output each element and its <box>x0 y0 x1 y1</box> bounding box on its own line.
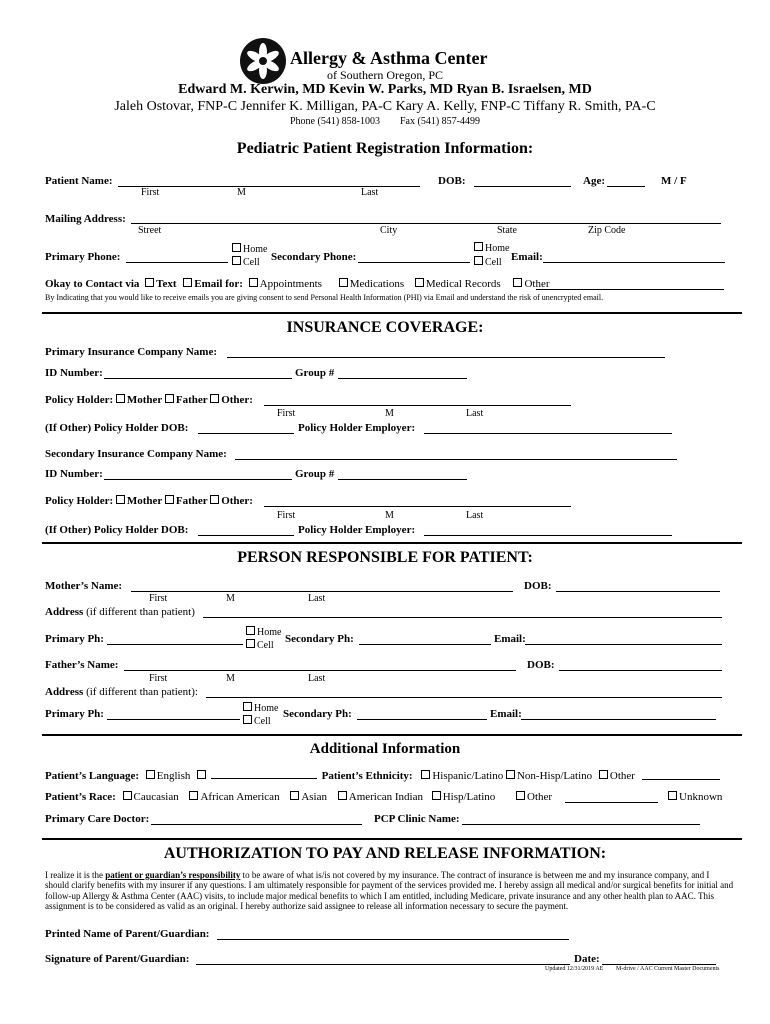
father-checkbox[interactable] <box>165 495 174 504</box>
footer-path: M-drive / AAC Current Master Documents <box>616 966 720 972</box>
checkbox-icon <box>243 702 252 711</box>
secondary-policy-holder: Policy Holder: Mother Father Other: <box>45 495 253 507</box>
sex-field[interactable]: M / F <box>661 175 687 187</box>
pcp-label: Primary Care Doctor: <box>45 813 150 825</box>
age-field[interactable] <box>607 186 645 187</box>
section-divider <box>42 542 742 544</box>
mothers-email-label: Email: <box>494 633 526 645</box>
footer-updated: Updated 12/31/2019 AE <box>545 966 604 972</box>
fathers-address-label: Address (if different than patient): <box>45 686 198 698</box>
section-divider <box>42 734 742 736</box>
zip-caption: Zip Code <box>588 225 626 236</box>
pcp-field[interactable] <box>151 824 362 825</box>
mothers-name-field[interactable] <box>131 591 513 592</box>
signature-field[interactable] <box>196 964 570 965</box>
race-row: Patient’s Race: Caucasian African American Asian American Indian Hisp/Latino Other <box>45 791 553 803</box>
secondary-holder-dob-label: (If Other) Policy Holder DOB: <box>45 524 189 536</box>
caucasian-checkbox[interactable] <box>123 791 132 800</box>
text-checkbox[interactable] <box>145 278 154 287</box>
center-logo <box>240 38 286 84</box>
m-caption: M <box>226 673 235 684</box>
responsible-title: PERSON RESPONSIBLE FOR PATIENT: <box>237 549 533 566</box>
checkbox-icon <box>246 626 255 635</box>
secondary-holder-name-field[interactable] <box>264 506 571 507</box>
mother-checkbox[interactable] <box>116 495 125 504</box>
age-label: Age: <box>583 175 605 187</box>
first-caption: First <box>149 673 168 684</box>
non-hispanic-checkbox[interactable] <box>506 770 515 779</box>
secondary-id-label: ID Number: <box>45 468 103 480</box>
checkbox-icon <box>668 791 677 800</box>
fathers-primary-ph-field[interactable] <box>107 719 240 720</box>
english-checkbox[interactable] <box>146 770 155 779</box>
contact-preferences: Okay to Contact via Text Email for: Appointments Medications Medical Records Other <box>45 278 550 290</box>
secondary-phone-field[interactable] <box>358 262 470 263</box>
other-ethnicity-field[interactable] <box>642 779 720 780</box>
last-caption: Last <box>361 187 379 198</box>
insurance-title: INSURANCE COVERAGE: <box>286 319 484 336</box>
date-label: Date: <box>574 953 600 965</box>
other-language-field[interactable] <box>211 768 317 779</box>
fathers-name-label: Father’s Name: <box>45 659 119 671</box>
mothers-secondary-ph-field[interactable] <box>359 644 491 645</box>
primary-insurance-label: Primary Insurance Company Name: <box>45 346 218 358</box>
email-field[interactable] <box>543 262 725 263</box>
checkbox-icon <box>474 242 483 251</box>
other-holder-checkbox[interactable] <box>210 495 219 504</box>
secondary-group-label: Group # <box>295 468 335 480</box>
secondary-cell-checkbox[interactable]: Cell <box>474 256 502 268</box>
m-caption: M <box>226 593 235 604</box>
signature-label: Signature of Parent/Guardian: <box>45 953 190 965</box>
fathers-email-label: Email: <box>490 708 522 720</box>
mothers-cell-checkbox[interactable]: Cell <box>246 639 274 651</box>
first-caption: First <box>277 510 296 521</box>
last-caption: Last <box>308 593 326 604</box>
secondary-insurance-field[interactable] <box>235 459 677 460</box>
section-divider <box>42 312 742 314</box>
patient-name-label: Patient Name: <box>45 175 113 187</box>
father-checkbox[interactable] <box>165 394 174 403</box>
email-checkbox[interactable] <box>183 278 192 287</box>
checkbox-icon <box>243 715 252 724</box>
dob-field[interactable] <box>474 186 571 187</box>
mothers-name-label: Mother’s Name: <box>45 580 123 592</box>
section-divider <box>42 838 742 840</box>
first-caption: First <box>149 593 168 604</box>
primary-holder-dob-field[interactable] <box>198 433 294 434</box>
checkbox-icon <box>232 256 241 265</box>
secondary-holder-employer-field[interactable] <box>424 535 672 536</box>
secondary-insurance-label: Secondary Insurance Company Name: <box>45 448 227 460</box>
primary-policy-holder: Policy Holder: Mother Father Other: <box>45 394 253 406</box>
mothers-home-checkbox[interactable]: Home <box>246 626 281 638</box>
fathers-home-checkbox[interactable]: Home <box>243 702 278 714</box>
mothers-address-field[interactable] <box>203 617 722 618</box>
checkbox-icon <box>474 256 483 265</box>
mothers-primary-ph-field[interactable] <box>107 644 243 645</box>
additional-title: Additional Information <box>309 741 461 757</box>
registration-title: Pediatric Patient Registration Information: <box>236 140 534 157</box>
secondary-holder-dob-field[interactable] <box>198 535 294 536</box>
authorization-title: AUTHORIZATION TO PAY AND RELEASE INFORMATION: <box>163 845 607 862</box>
first-caption: First <box>277 408 296 419</box>
american-indian-checkbox[interactable] <box>338 791 347 800</box>
checkbox-icon <box>246 639 255 648</box>
mothers-dob-field[interactable] <box>556 591 720 592</box>
primary-id-label: ID Number: <box>45 367 103 379</box>
primary-home-checkbox[interactable]: Home <box>232 243 267 255</box>
primary-holder-name-field[interactable] <box>264 405 571 406</box>
phone-number: Phone (541) 858-1003 <box>290 116 380 127</box>
primary-holder-employer-label: Policy Holder Employer: <box>298 422 416 434</box>
primary-phone-field[interactable] <box>126 262 228 263</box>
primary-cell-checkbox[interactable]: Cell <box>232 256 260 268</box>
fathers-cell-checkbox[interactable]: Cell <box>243 715 271 727</box>
hisp-latino-checkbox[interactable] <box>432 791 441 800</box>
printed-name-label: Printed Name of Parent/Guardian: <box>45 928 210 940</box>
mailing-address-field[interactable] <box>131 223 721 224</box>
other-ethnicity-checkbox[interactable] <box>599 770 608 779</box>
fathers-name-field[interactable] <box>124 670 516 671</box>
primary-holder-dob-label: (If Other) Policy Holder DOB: <box>45 422 189 434</box>
checkbox-icon <box>232 243 241 252</box>
other-contact-field[interactable] <box>536 289 724 290</box>
primary-phone-label: Primary Phone: <box>45 251 121 263</box>
email-label: Email: <box>511 251 543 263</box>
mother-checkbox[interactable] <box>116 394 125 403</box>
state-caption: State <box>497 225 517 236</box>
fathers-address-field[interactable] <box>206 697 722 698</box>
m-caption: M <box>385 510 394 521</box>
email-consent-note: By Indicating that you would like to receive emails you are giving consent to send Personal Health Information (PHI) via Email and understand the risk of unencrypted email. <box>45 293 604 302</box>
mothers-primary-ph-label: Primary Ph: <box>45 633 104 645</box>
unknown-race-checkbox[interactable]: Unknown <box>668 791 722 803</box>
flower-icon <box>240 38 286 84</box>
center-name: Allergy & Asthma Center <box>290 48 488 68</box>
other-language-checkbox[interactable] <box>197 770 206 779</box>
mothers-address-label: Address (if different than patient) <box>45 606 195 618</box>
m-caption: M <box>385 408 394 419</box>
last-caption: Last <box>466 408 484 419</box>
secondary-id-field[interactable] <box>104 479 292 480</box>
authorization-paragraph: I realize it is the patient or guardian’s responsibility to be aware of what is/is not covered by my insurance. The contract of insurance is between me and my insurance company, and I should clarify benefits with my insurer if any questions. I am ultimately responsible for payment of the services provided me. I hereby assign all medical and/or surgical benefits for initial and follow-up Allergy & Asthma Center (AAC) visits, to include major medical benefits to which I am entitled, including Medicare, private insurance and any other health plan to AAC. This assignment is to be considered as valid as an original. I hereby authorize said assignee to release all information necessary to secure the payment. <box>45 870 734 912</box>
street-caption: Street <box>138 225 162 236</box>
other-race-field[interactable] <box>565 802 658 803</box>
mothers-email-field[interactable] <box>525 644 722 645</box>
fathers-secondary-ph-label: Secondary Ph: <box>283 708 352 720</box>
fathers-secondary-ph-field[interactable] <box>357 719 487 720</box>
mothers-dob-label: DOB: <box>524 580 552 592</box>
primary-id-field[interactable] <box>104 378 292 379</box>
last-caption: Last <box>466 510 484 521</box>
primary-insurance-field[interactable] <box>227 357 665 358</box>
fax-number: Fax (541) 857-4499 <box>400 116 480 127</box>
primary-holder-employer-field[interactable] <box>424 433 672 434</box>
city-caption: City <box>380 225 398 236</box>
pcp-clinic-field[interactable] <box>462 824 700 825</box>
last-caption: Last <box>308 673 326 684</box>
other-contact-checkbox[interactable] <box>513 278 522 287</box>
mailing-address-label: Mailing Address: <box>45 213 126 225</box>
african-american-checkbox[interactable] <box>189 791 198 800</box>
medical-records-checkbox[interactable] <box>415 278 424 287</box>
fathers-dob-label: DOB: <box>527 659 555 671</box>
other-holder-checkbox[interactable] <box>210 394 219 403</box>
printed-name-field[interactable] <box>217 939 569 940</box>
secondary-holder-employer-label: Policy Holder Employer: <box>298 524 416 536</box>
hispanic-checkbox[interactable] <box>421 770 430 779</box>
appointments-checkbox[interactable] <box>249 278 258 287</box>
mothers-secondary-ph-label: Secondary Ph: <box>285 633 354 645</box>
secondary-home-checkbox[interactable]: Home <box>474 242 509 254</box>
primary-group-label: Group # <box>295 367 335 379</box>
fathers-dob-field[interactable] <box>559 670 722 671</box>
fathers-email-field[interactable] <box>521 719 716 720</box>
first-caption: First <box>141 187 160 198</box>
secondary-phone-label: Secondary Phone: <box>271 251 357 263</box>
doctors-list: Edward M. Kerwin, MD Kevin W. Parks, MD Ryan B. Israelsen, MD <box>178 82 592 97</box>
fathers-primary-ph-label: Primary Ph: <box>45 708 104 720</box>
staff-list: Jaleh Ostovar, FNP-C Jennifer K. Milligan, PA-C Kary A. Kelly, FNP-C Tiffany R. Smith, PA-C <box>114 99 656 114</box>
language-ethnicity-row: Patient’s Language: English Patient’s Ethnicity: Hispanic/Latino Non-Hisp/Latino Other <box>45 770 635 782</box>
medications-checkbox[interactable] <box>339 278 348 287</box>
asian-checkbox[interactable] <box>290 791 299 800</box>
m-caption: M <box>237 187 246 198</box>
pcp-clinic-label: PCP Clinic Name: <box>374 813 460 825</box>
secondary-group-field[interactable] <box>338 479 467 480</box>
center-subtitle: of Southern Oregon, PC <box>327 68 443 82</box>
dob-label: DOB: <box>438 175 466 187</box>
primary-group-field[interactable] <box>338 378 467 379</box>
other-race-checkbox[interactable] <box>516 791 525 800</box>
date-field[interactable] <box>602 964 716 965</box>
